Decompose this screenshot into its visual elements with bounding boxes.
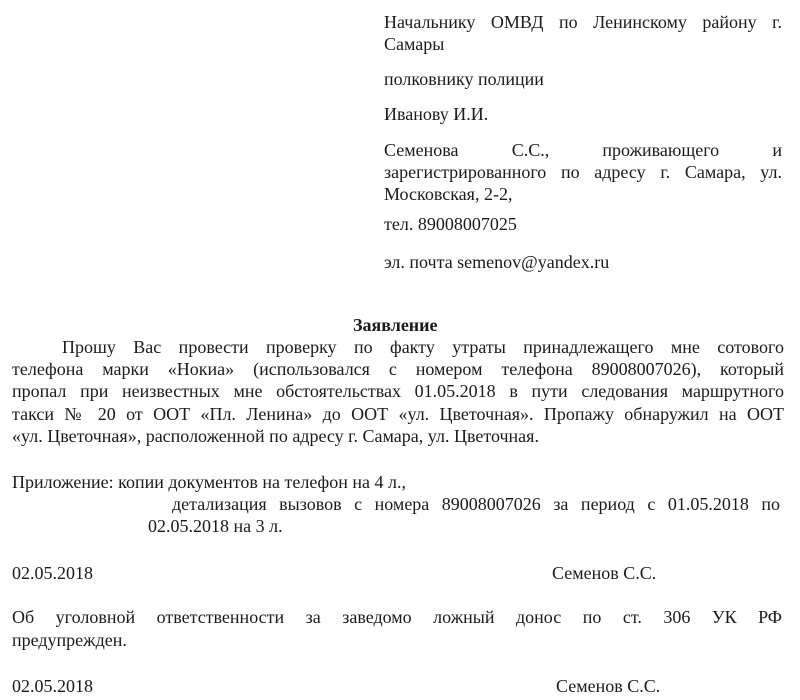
applicant-email: эл. почта semenov@yandex.ru bbox=[384, 252, 610, 272]
attachment-line-1: Приложение: копии документов на телефон на 4 л., bbox=[12, 472, 406, 492]
warning-line-1: Об уголовной ответственности за заведомо ложный донос по ст. 306 УК РФ bbox=[12, 607, 782, 627]
addressee-name: Иванову И.И. bbox=[384, 104, 489, 124]
attachment-line-3: 02.05.2018 на 3 л. bbox=[148, 516, 283, 536]
attachment-line-2: детализация вызовов с номера 89008007026 за период с 01.05.2018 по bbox=[172, 494, 780, 514]
signature-2: Семенов С.С. bbox=[556, 676, 661, 696]
addressee-line-1: Начальнику ОМВД по Ленинскому району г. bbox=[384, 12, 782, 32]
date-2: 02.05.2018 bbox=[12, 676, 93, 696]
body-line-4: такси № 20 от ООТ «Пл. Ленина» до ООТ «ул. Цветочная». Пропажу обнаружил на ООТ bbox=[12, 404, 784, 424]
signature-1: Семенов С.С. bbox=[552, 563, 657, 583]
body-line-1: Прошу Вас провести проверку по факту утраты принадлежащего мне сотового bbox=[62, 337, 784, 357]
addressee-rank: полковнику полиции bbox=[384, 69, 544, 89]
applicant-line-3: Московская, 2-2, bbox=[384, 184, 513, 204]
date-1: 02.05.2018 bbox=[12, 563, 93, 583]
body-line-5: «ул. Цветочная», расположенной по адресу г. Самара, ул. Цветочная. bbox=[12, 426, 539, 446]
addressee-line-2: Самары bbox=[384, 34, 445, 54]
body-line-2: телефона марки «Нокиа» (использовался с номером телефона 89008007026), который bbox=[12, 359, 784, 379]
applicant-line-2: зарегистрированного по адресу г. Самара, ул. bbox=[384, 162, 782, 182]
applicant-line-1: Семенова С.С., проживающего и bbox=[384, 140, 782, 160]
body-line-3: пропал при неизвестных мне обстоятельствах 01.05.2018 в пути следования маршрутного bbox=[12, 381, 784, 401]
warning-line-2: предупрежден. bbox=[12, 630, 127, 650]
applicant-phone: тел. 89008007025 bbox=[384, 214, 517, 234]
document-title: Заявление bbox=[353, 315, 438, 335]
